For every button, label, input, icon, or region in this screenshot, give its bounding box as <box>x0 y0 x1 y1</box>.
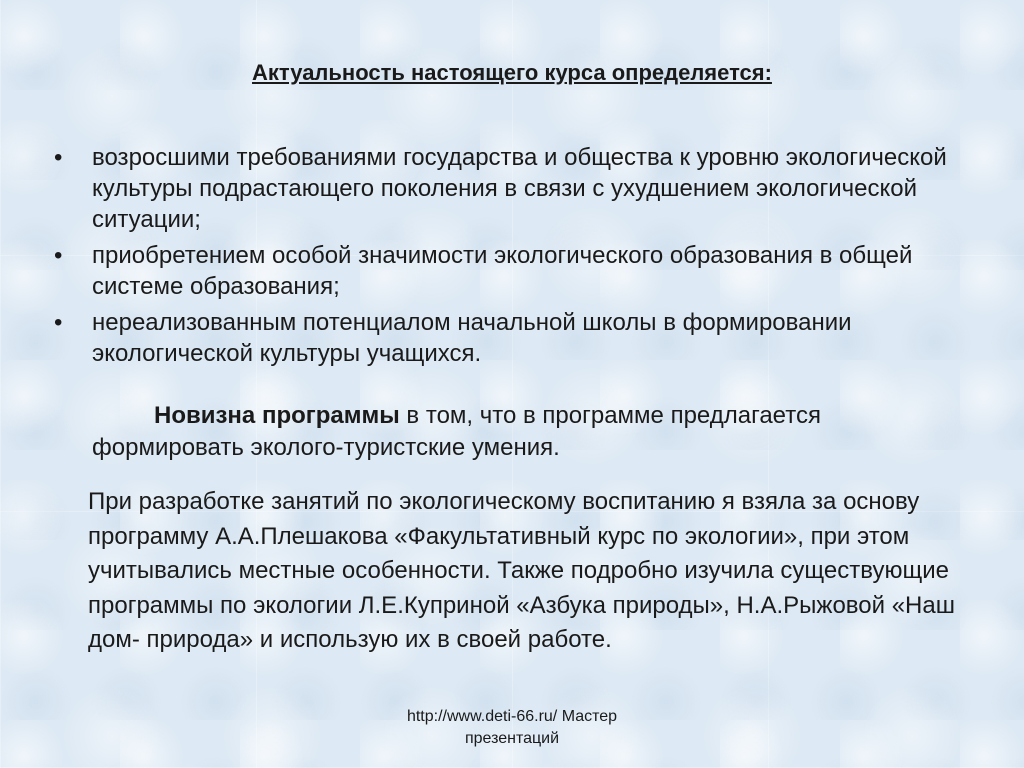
bullet-icon: • <box>54 309 63 336</box>
relevance-list <box>52 142 972 374</box>
development-paragraph: При разработке занятий по экологическому воспитанию я взяла за основу программу А.А.Плешакова «Факультативный курс по экологии», при этом учитывались местные особенности. Также подробно изучила существующие программы по экологии Л.Е.Куприной «Азбука природы», Н.А.Рыжовой «Наш дом- природа» и использую их в своей работе. <box>88 488 955 653</box>
novelty-paragraph <box>92 400 962 464</box>
bullet-icon: • <box>54 144 63 171</box>
list-item-text: приобретением особой значимости экологического образования в общей системе образования; <box>92 242 913 300</box>
source-url: http://www.deti-66.ru/ Мастер <box>406 708 618 725</box>
list-item <box>52 240 972 302</box>
source-label: презентаций <box>464 730 560 747</box>
list-item-text: нереализованным потенциалом начальной школы в формировании экологической культуры учащихся. <box>92 309 852 367</box>
novelty-heading: Новизна программы <box>154 402 400 429</box>
slide-title-text: Актуальность настоящего курса определяется: <box>252 60 772 85</box>
list-item <box>52 142 972 235</box>
list-item-text: возросшими требованиями государства и общества к уровню экологической культуры подрастающего поколения в связи с ухудшением экологической ситуации; <box>92 144 947 233</box>
source-caption <box>362 706 662 750</box>
bullet-icon: • <box>54 242 63 269</box>
novelty-text: в том, что в программе предлагается формировать эколого-туристские умения. <box>92 402 821 461</box>
list-item <box>52 307 972 369</box>
slide-title <box>0 60 1024 86</box>
